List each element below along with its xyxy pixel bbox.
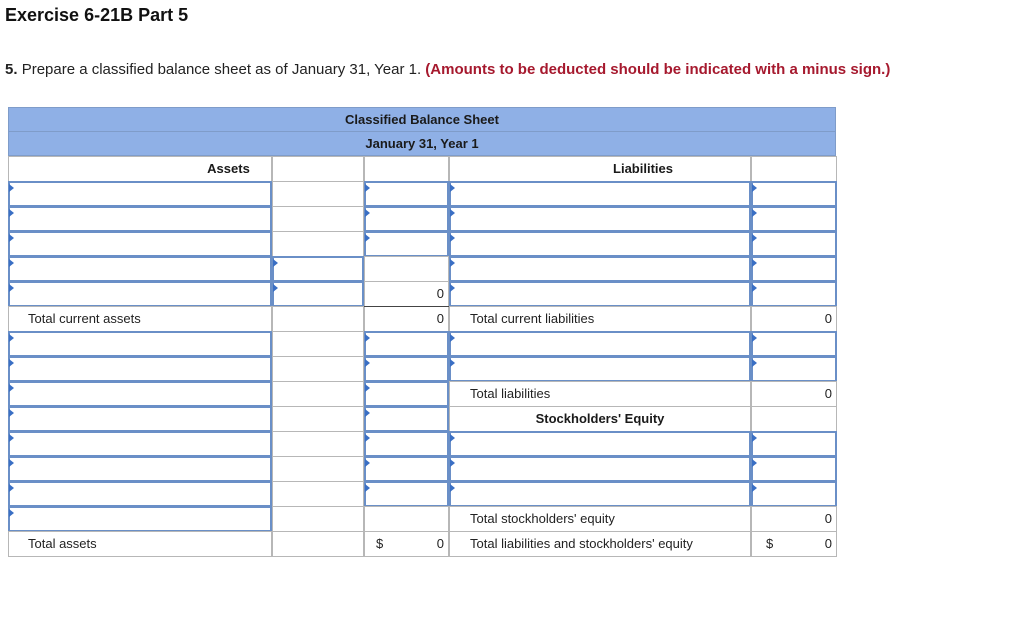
asset-line-input[interactable] (8, 481, 272, 507)
accumulated-depreciation-input[interactable] (272, 256, 364, 282)
asset-amount-input[interactable] (364, 381, 449, 407)
liability-line-input[interactable] (449, 356, 751, 382)
equity-header-amount (751, 406, 837, 432)
asset-middle-cell (272, 381, 364, 407)
asset-line-input[interactable] (8, 431, 272, 457)
asset-line-input[interactable] (8, 256, 272, 282)
asset-line-input[interactable] (8, 381, 272, 407)
liability-amount-input[interactable] (751, 331, 837, 357)
liability-line-input[interactable] (449, 281, 751, 307)
asset-middle-cell (272, 481, 364, 507)
sheet-title: Classified Balance Sheet (8, 107, 836, 132)
total-assets-middle (272, 531, 364, 557)
liability-line-input[interactable] (449, 231, 751, 257)
asset-amount-input[interactable] (364, 431, 449, 457)
liability-line-input[interactable] (449, 181, 751, 207)
balance-sheet-table (8, 107, 838, 556)
total-liab-equity-label: Total liabilities and stockholders' equity (470, 536, 693, 551)
subtotal-line (364, 306, 449, 307)
asset-amount-input[interactable] (364, 231, 449, 257)
total-equity-label: Total stockholders' equity (470, 511, 615, 526)
assets-header: Assets (207, 161, 250, 176)
liability-amount-input[interactable] (751, 481, 837, 507)
asset-middle-cell (272, 206, 364, 232)
asset-amount-input[interactable] (364, 356, 449, 382)
asset-middle-cell (272, 331, 364, 357)
liability-amount-input[interactable] (751, 456, 837, 482)
total-liabilities-label: Total liabilities (470, 386, 551, 401)
asset-line-input[interactable] (8, 281, 272, 307)
total-liab-equity-value: 0 (824, 536, 832, 551)
liability-line-input[interactable] (449, 331, 751, 357)
liability-amount-input[interactable] (751, 181, 837, 207)
asset-line-input[interactable] (8, 456, 272, 482)
asset-middle-cell (272, 231, 364, 257)
asset-line-input[interactable] (8, 356, 272, 382)
total-current-assets-label: Total current assets (28, 311, 141, 326)
total-liabilities-value: 0 (824, 386, 832, 401)
total-equity-value: 0 (824, 511, 832, 526)
asset-middle-cell (272, 431, 364, 457)
asset-line-input[interactable] (8, 206, 272, 232)
asset-middle-cell (272, 406, 364, 432)
liability-amount-input[interactable] (751, 281, 837, 307)
liability-amount-input[interactable] (751, 206, 837, 232)
liability-amount-input[interactable] (751, 231, 837, 257)
liability-line-input[interactable] (449, 481, 751, 507)
instruction-note: (Amounts to be deducted should be indicated with a minus sign.) (425, 61, 891, 78)
instruction-text: Prepare a classified balance sheet as of January 31, Year 1. (21, 61, 422, 78)
total-current-liabilities-label: Total current liabilities (470, 311, 595, 326)
total-assets-value: 0 (436, 536, 444, 551)
instructions (5, 61, 890, 78)
asset-line-input[interactable] (8, 231, 272, 257)
current-assets-subtotal-value: 0 (436, 286, 444, 301)
total-current-liabilities-value: 0 (824, 311, 832, 326)
asset-middle-cell (272, 181, 364, 207)
liability-amount-input[interactable] (751, 356, 837, 382)
liability-line-input[interactable] (449, 256, 751, 282)
asset-amount-input[interactable] (364, 331, 449, 357)
asset-amount-input[interactable] (364, 206, 449, 232)
asset-line-input[interactable] (8, 181, 272, 207)
asset-middle-cell (272, 356, 364, 382)
liability-amount-input[interactable] (751, 256, 837, 282)
equity-header: Stockholders' Equity (535, 411, 665, 426)
asset-amount-input[interactable] (364, 481, 449, 507)
asset-amount-input[interactable] (364, 406, 449, 432)
asset-amount-cell (364, 256, 449, 282)
total-current-assets-value: 0 (436, 311, 444, 326)
liability-line-input[interactable] (449, 456, 751, 482)
total-current-assets-middle (272, 306, 364, 332)
total-assets-label: Total assets (28, 536, 97, 551)
asset-line-input[interactable] (8, 331, 272, 357)
asset-amount-input[interactable] (364, 181, 449, 207)
asset-line-input[interactable] (8, 506, 272, 532)
liability-line-input[interactable] (449, 431, 751, 457)
page-title: Exercise 6-21B Part 5 (5, 5, 189, 25)
liabilities-header: Liabilities (613, 161, 673, 176)
asset-middle-cell (272, 506, 364, 532)
instruction-number: 5. (5, 61, 18, 78)
total-assets-currency: $ (376, 536, 384, 551)
accumulated-depreciation-input[interactable] (272, 281, 364, 307)
sheet-date: January 31, Year 1 (8, 131, 836, 156)
total-liab-equity-currency: $ (766, 536, 774, 551)
asset-amount-input[interactable] (364, 456, 449, 482)
asset-line-input[interactable] (8, 406, 272, 432)
liability-amount-input[interactable] (751, 431, 837, 457)
asset-amount-cell (364, 506, 449, 532)
asset-middle-cell (272, 456, 364, 482)
liability-line-input[interactable] (449, 206, 751, 232)
